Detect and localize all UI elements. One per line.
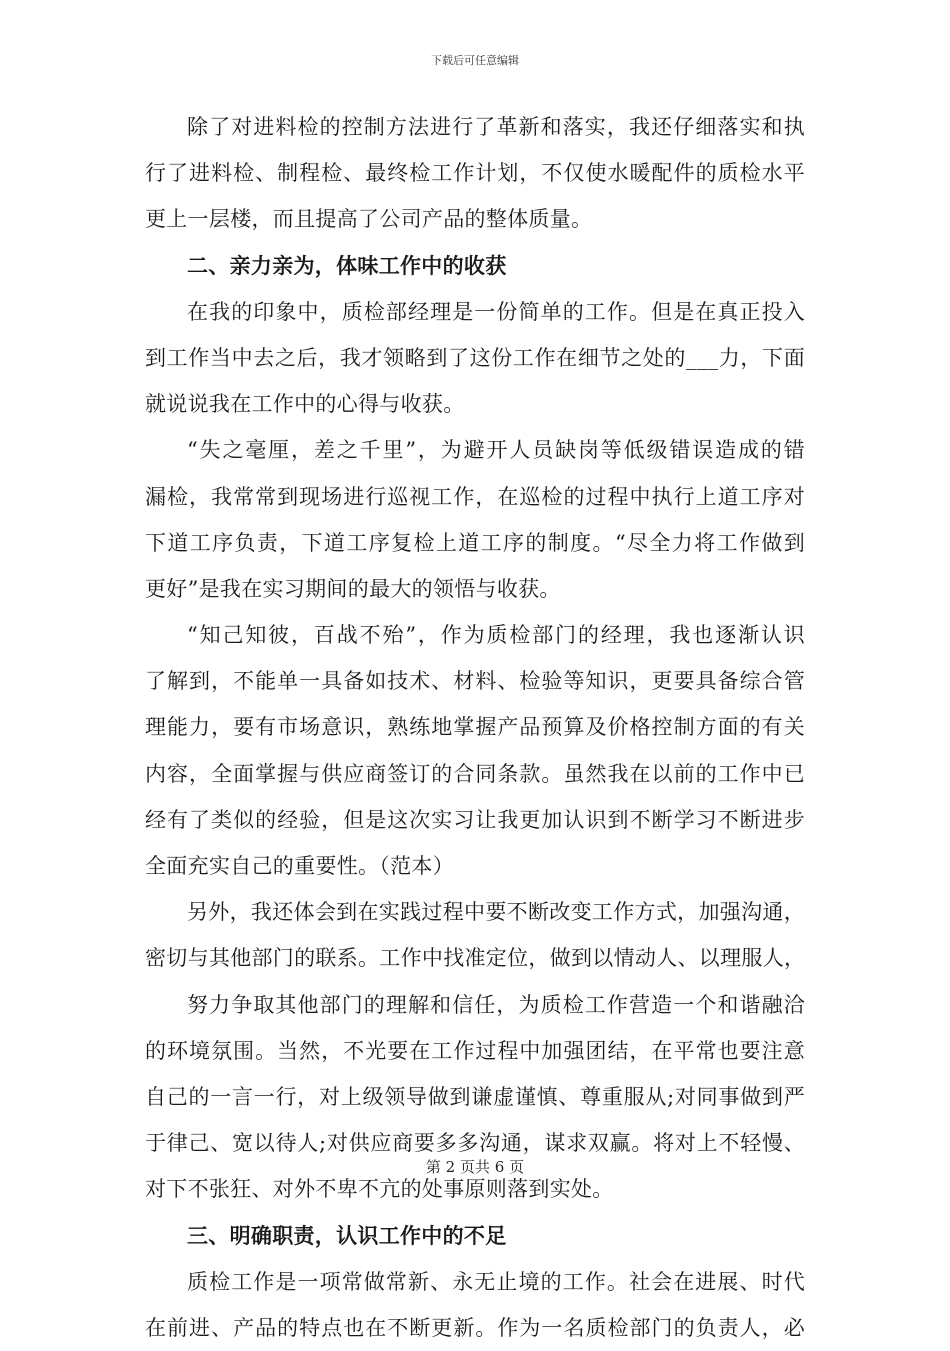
paragraph-line: 就说说我在工作中的心得与收获。 [145,392,465,417]
paragraph-line: 内容，全面掌握与供应商签订的合同条款。虽然我在以前的工作中已 [145,761,805,786]
paragraph-line: “失之毫厘，差之千里”，为避开人员缺岗等低级错误造成的错 [187,438,805,463]
paragraph-line: 漏检，我常常到现场进行巡视工作，在巡检的过程中执行上道工序对 [145,484,805,509]
paragraph-line: 更好”是我在实习期间的最大的领悟与收获。 [145,576,561,601]
paragraph-line: 密切与其他部门的联系。工作中找准定位，做到以情动人、以理服人， [145,946,806,971]
paragraph-line: 在我的印象中，质检部经理是一份简单的工作。但是在真正投入 [187,299,805,324]
paragraph-line: 行了进料检、制程检、最终检工作计划，不仅使水暖配件的质检水平 [145,161,805,186]
paragraph-line: 下道工序负责，下道工序复检上道工序的制度。“尽全力将工作做到 [145,530,805,555]
paragraph-line: 对下不张狂、对外不卑不亢的处事原则落到实处。 [145,1177,614,1202]
paragraph-line: “知己知彼，百战不殆”，作为质检部门的经理，我也逐渐认识 [187,623,805,648]
paragraph-line: 另外，我还体会到在实践过程中要不断改变工作方式，加强沟通， [187,900,805,925]
paragraph-line: 更上一层楼，而且提高了公司产品的整体质量。 [145,207,593,232]
paragraph-line: 经有了类似的经验，但是这次实习让我更加认识到不断学习不断进步 [145,807,805,832]
paragraph-line: 努力争取其他部门的理解和信任，为质检工作营造一个和谐融洽 [187,992,805,1017]
section-heading: 二、亲力亲为，体味工作中的收获 [187,252,507,278]
paragraph-line: 理能力，要有市场意识，熟练地掌握产品预算及价格控制方面的有关 [145,715,805,740]
paragraph-line: 到工作当中去之后，我才领略到了这份工作在细节之处的___力，下面 [145,345,805,370]
paragraph-line: 全面充实自己的重要性。（范本） [145,854,454,878]
paragraph-line: 于律己、宽以待人;对供应商要多多沟通，谋求双赢。将对上不轻慢、 [145,1131,805,1156]
paragraph-line: 自己的一言一行，对上级领导做到谦虚谨慎、尊重服从;对同事做到严 [145,1084,805,1109]
paragraph-line: 质检工作是一项常做常新、永无止境的工作。社会在进展、时代 [187,1269,805,1294]
page-number-footer: 第 2 页共 6 页 [425,1158,525,1176]
paragraph-line: 在前进、产品的特点也在不断更新。作为一名质检部门的负责人，必 [145,1315,805,1340]
paragraph-line: 的环境氛围。当然，不光要在工作过程中加强团结，在平常也要注意 [145,1038,805,1063]
paragraph-line: 除了对进料检的控制方法进行了革新和落实，我还仔细落实和执 [187,115,805,139]
section-heading: 三、明确职责，认识工作中的不足 [187,1222,507,1248]
paragraph-line: 了解到，不能单一具备如技术、材料、检验等知识，更要具备综合管 [145,669,805,694]
page-header: 下载后可任意编辑 [431,54,519,67]
